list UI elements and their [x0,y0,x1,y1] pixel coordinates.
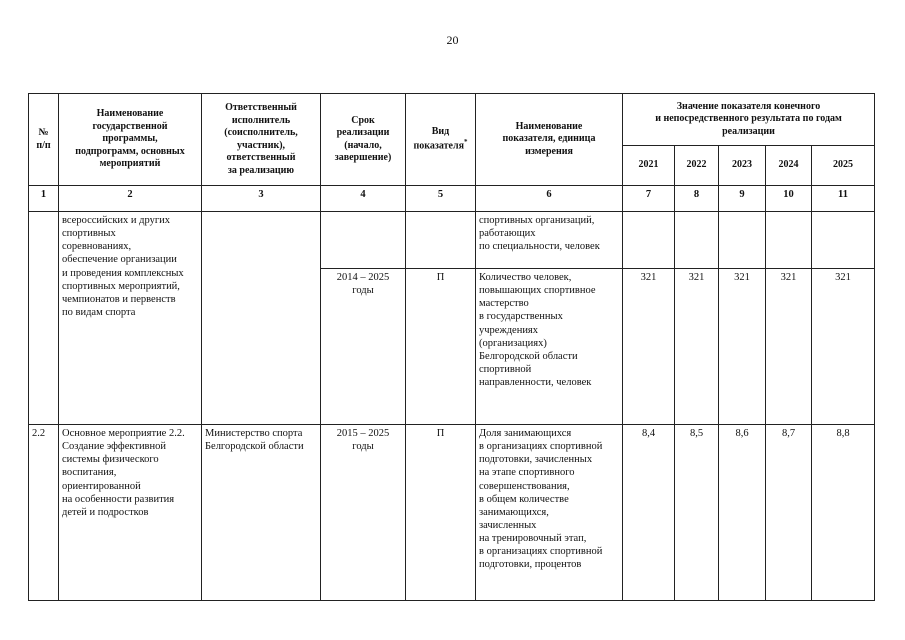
value-2022 [675,212,719,269]
value-2025: 321 [812,269,875,425]
value-2022: 321 [675,269,719,425]
value-2023 [719,212,766,269]
row-num [29,212,59,425]
footnote-mark: * [464,138,468,147]
header-year: 2024 [766,146,812,186]
header-term: Срок реализации (начало, завершение) [321,94,406,186]
header-indicator-type [406,94,476,186]
event-name: Основное мероприятие 2.2. Создание эффективной системы физического воспитания, ориентированной на особенности развития детей и подростков [59,425,202,601]
header-executor: Ответственный исполнитель (соисполнитель, участник), ответственный за реализацию [202,94,321,186]
indicator-name: Количество человек, повышающих спортивное мастерство в государственных учреждениях (организациях) Белгородской области спортивной направленности, человек [476,269,623,425]
column-number: 10 [766,186,812,212]
column-number: 4 [321,186,406,212]
value-2021 [623,212,675,269]
value-2021: 8,4 [623,425,675,601]
event-name: всероссийских и других спортивных соревнованиях, обеспечение организации и проведения комплексных спортивных мероприятий, чемпионатов и первенств по видам спорта [59,212,202,425]
indicator-name: Доля занимающихся в организациях спортивной подготовки, зачисленных на этапе спортивного совершенствования, в общем количестве занимающихся, зачисленных на тренировочный этап, в организациях спортивной подготовки, процентов [476,425,623,601]
indicator-type: П [406,269,476,425]
header-year: 2021 [623,146,675,186]
header-num: № п/п [29,94,59,186]
column-number: 11 [812,186,875,212]
header-values-group: Значение показателя конечного и непосредственного результата по годам реализации [623,94,875,146]
value-2025: 8,8 [812,425,875,601]
column-number: 2 [59,186,202,212]
header-program-name: Наименование государственной программы, подпрограмм, основных мероприятий [59,94,202,186]
program-table [28,93,875,601]
header-indicator-name: Наименование показателя, единица измерения [476,94,623,186]
indicator-name: спортивных организаций, работающих по специальности, человек [476,212,623,269]
column-number: 3 [202,186,321,212]
column-number: 1 [29,186,59,212]
value-2022: 8,5 [675,425,719,601]
value-2025 [812,212,875,269]
header-year: 2025 [812,146,875,186]
executor [202,212,321,425]
row-num: 2.2 [29,425,59,601]
term: 2014 – 2025 годы [321,269,406,425]
value-2024 [766,212,812,269]
indicator-type: П [406,425,476,601]
column-number: 8 [675,186,719,212]
column-number: 9 [719,186,766,212]
header-year: 2022 [675,146,719,186]
value-2023: 321 [719,269,766,425]
value-2024: 321 [766,269,812,425]
header-year: 2023 [719,146,766,186]
column-number: 6 [476,186,623,212]
executor: Министерство спорта Белгородской области [202,425,321,601]
value-2024: 8,7 [766,425,812,601]
term: 2015 – 2025 годы [321,425,406,601]
header-indicator-type-label: Вид показателя [413,125,464,152]
column-number: 7 [623,186,675,212]
term [321,212,406,269]
page-number: 20 [446,33,459,47]
indicator-type [406,212,476,269]
value-2023: 8,6 [719,425,766,601]
column-number: 5 [406,186,476,212]
value-2021: 321 [623,269,675,425]
